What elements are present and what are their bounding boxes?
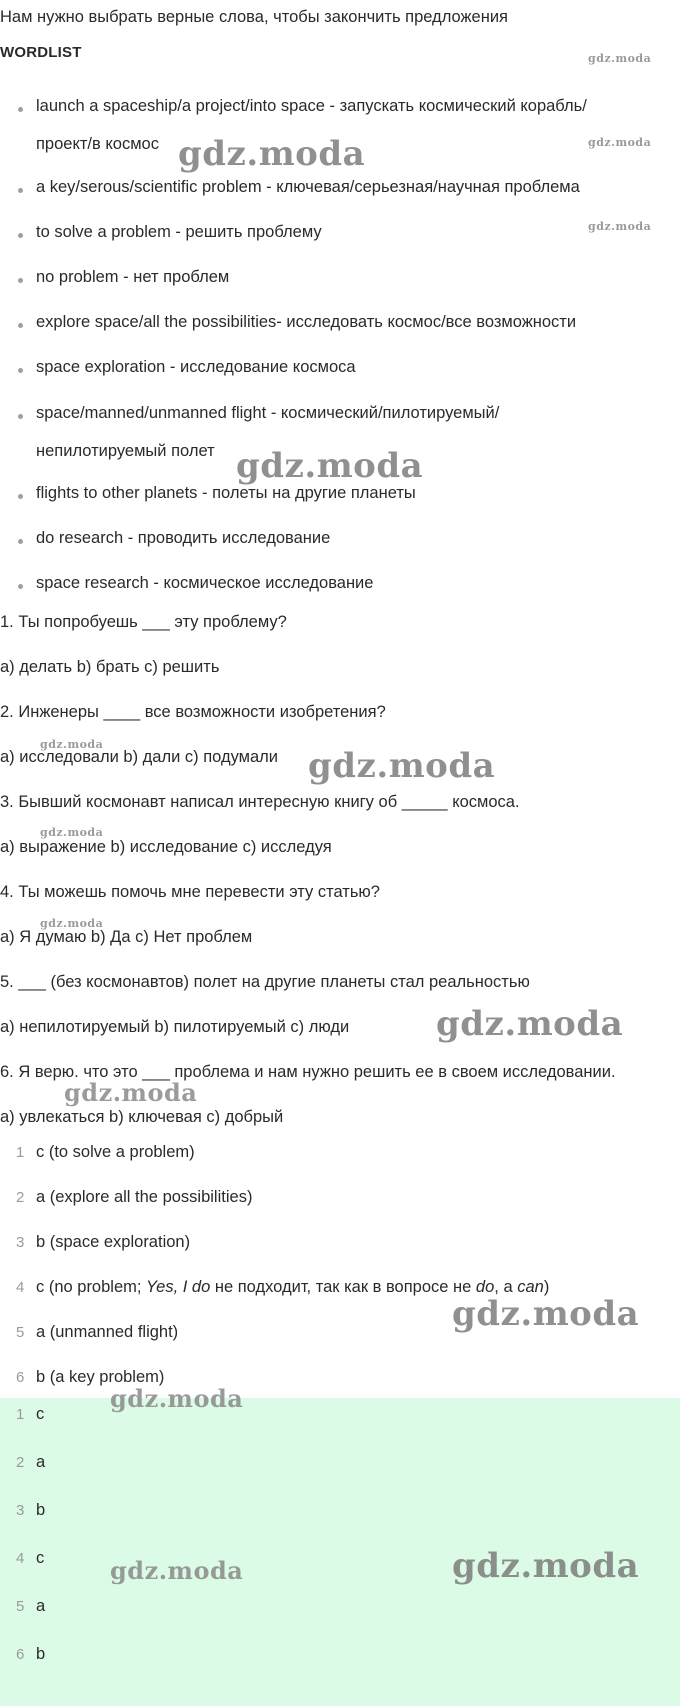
answer-number: 5 [16, 1598, 25, 1615]
question: 3. Бывший космонавт написал интересную книгу об _____ космоса. [0, 793, 520, 811]
watermark: gdz.moda [452, 1294, 640, 1334]
list-item: a key/serous/scientific problem - ключевая/серьезная/научная проблема [36, 178, 580, 196]
question: 5. ___ (без космонавтов) полет на другие планеты стал реальностью [0, 973, 530, 991]
watermark: gdz.moda [588, 52, 652, 65]
list-bullet [18, 494, 23, 499]
watermark: gdz.moda [64, 1078, 198, 1107]
answer-number: 3 [16, 1502, 25, 1519]
question-options: a) исследовали b) дали c) подумали [0, 748, 279, 766]
watermark: gdz.moda [308, 746, 496, 786]
list-item-continuation: непилотируемый полет [36, 442, 215, 460]
list-item: flights to other planets - полеты на другие планеты [36, 484, 416, 502]
watermark: gdz.moda [40, 917, 104, 930]
list-item: launch a spaceship/a project/into space - запускать космический корабль/ [36, 97, 587, 115]
watermark: gdz.moda [40, 738, 104, 751]
list-bullet [18, 188, 23, 193]
answer-value: c [36, 1405, 45, 1423]
answer-number: 2 [16, 1454, 25, 1471]
list-bullet [18, 414, 23, 419]
answer-number: 4 [16, 1279, 25, 1296]
question-options: a) выражение b) исследование c) исследуя [0, 838, 332, 856]
answer-text-part: c (no problem; [36, 1278, 147, 1296]
list-bullet [18, 584, 23, 589]
answer-emphasis: do [475, 1278, 495, 1296]
answer-text: b (a key problem) [36, 1368, 165, 1386]
answer-number: 1 [16, 1144, 25, 1161]
watermark: gdz.moda [40, 826, 104, 839]
answer-number: 6 [16, 1646, 25, 1663]
list-item: to solve a problem - решить проблему [36, 223, 322, 241]
list-item: space/manned/unmanned flight - космический/пилотируемый/ [36, 404, 500, 422]
answer-number: 2 [16, 1189, 25, 1206]
question-options: a) делать b) брать c) решить [0, 658, 220, 676]
answer-number: 3 [16, 1234, 25, 1251]
answer-value: a [36, 1597, 46, 1615]
answer-number: 1 [16, 1406, 25, 1423]
answer-text-part: , а [494, 1278, 518, 1296]
watermark: gdz.moda [452, 1546, 640, 1586]
list-bullet [18, 107, 23, 112]
intro-text: Нам нужно выбрать верные слова, чтобы закончить предложения [0, 8, 508, 26]
answer-text-part: не подходит, так как в вопросе не [210, 1278, 476, 1296]
answer-number: 6 [16, 1369, 25, 1386]
answer-text-part: ) [543, 1278, 550, 1296]
list-item: do research - проводить исследование [36, 529, 331, 547]
watermark: gdz.moda [178, 134, 366, 174]
watermark: gdz.moda [588, 136, 652, 149]
list-bullet [18, 539, 23, 544]
list-bullet [18, 368, 23, 373]
question: 1. Ты попробуешь ___ эту проблему? [0, 613, 287, 631]
question-options: a) непилотируемый b) пилотируемый c) люди [0, 1018, 350, 1036]
list-item: space research - космическое исследование [36, 574, 374, 592]
answer-value: c [36, 1549, 45, 1567]
answer-text: a (explore all the possibilities) [36, 1188, 253, 1206]
question-options: a) Я думаю b) Да c) Нет проблем [0, 928, 253, 946]
watermark: gdz.moda [110, 1556, 244, 1585]
list-item: no problem - нет проблем [36, 268, 230, 286]
list-bullet [18, 278, 23, 283]
answer-emphasis: can [517, 1278, 544, 1296]
watermark: gdz.moda [236, 446, 424, 486]
watermark: gdz.moda [110, 1384, 244, 1413]
answer-emphasis: Yes, I do [146, 1278, 211, 1296]
list-item: space exploration - исследование космоса [36, 358, 356, 376]
watermark: gdz.moda [436, 1004, 624, 1044]
question: 6. Я верю. что это ___ проблема и нам нужно решить ее в своем исследовании. [0, 1063, 616, 1081]
answer-text: b (space exploration) [36, 1233, 191, 1251]
answer-text: c (to solve a problem) [36, 1143, 195, 1161]
answer-number: 4 [16, 1550, 25, 1567]
list-item: explore space/all the possibilities- исследовать космос/все возможности [36, 313, 577, 331]
question: 2. Инженеры ____ все возможности изобретения? [0, 703, 386, 721]
answer-value: a [36, 1453, 46, 1471]
answer-value: b [36, 1645, 46, 1663]
answer-value: b [36, 1501, 46, 1519]
list-bullet [18, 323, 23, 328]
answer-text: a (unmanned flight) [36, 1323, 179, 1341]
answer-number: 5 [16, 1324, 25, 1341]
watermark: gdz.moda [588, 220, 652, 233]
wordlist-title: WORDLIST [0, 44, 82, 61]
list-bullet [18, 233, 23, 238]
question-options: a) увлекаться b) ключевая c) добрый [0, 1108, 284, 1126]
question: 4. Ты можешь помочь мне перевести эту статью? [0, 883, 380, 901]
list-item-continuation: проект/в космос [36, 135, 159, 153]
